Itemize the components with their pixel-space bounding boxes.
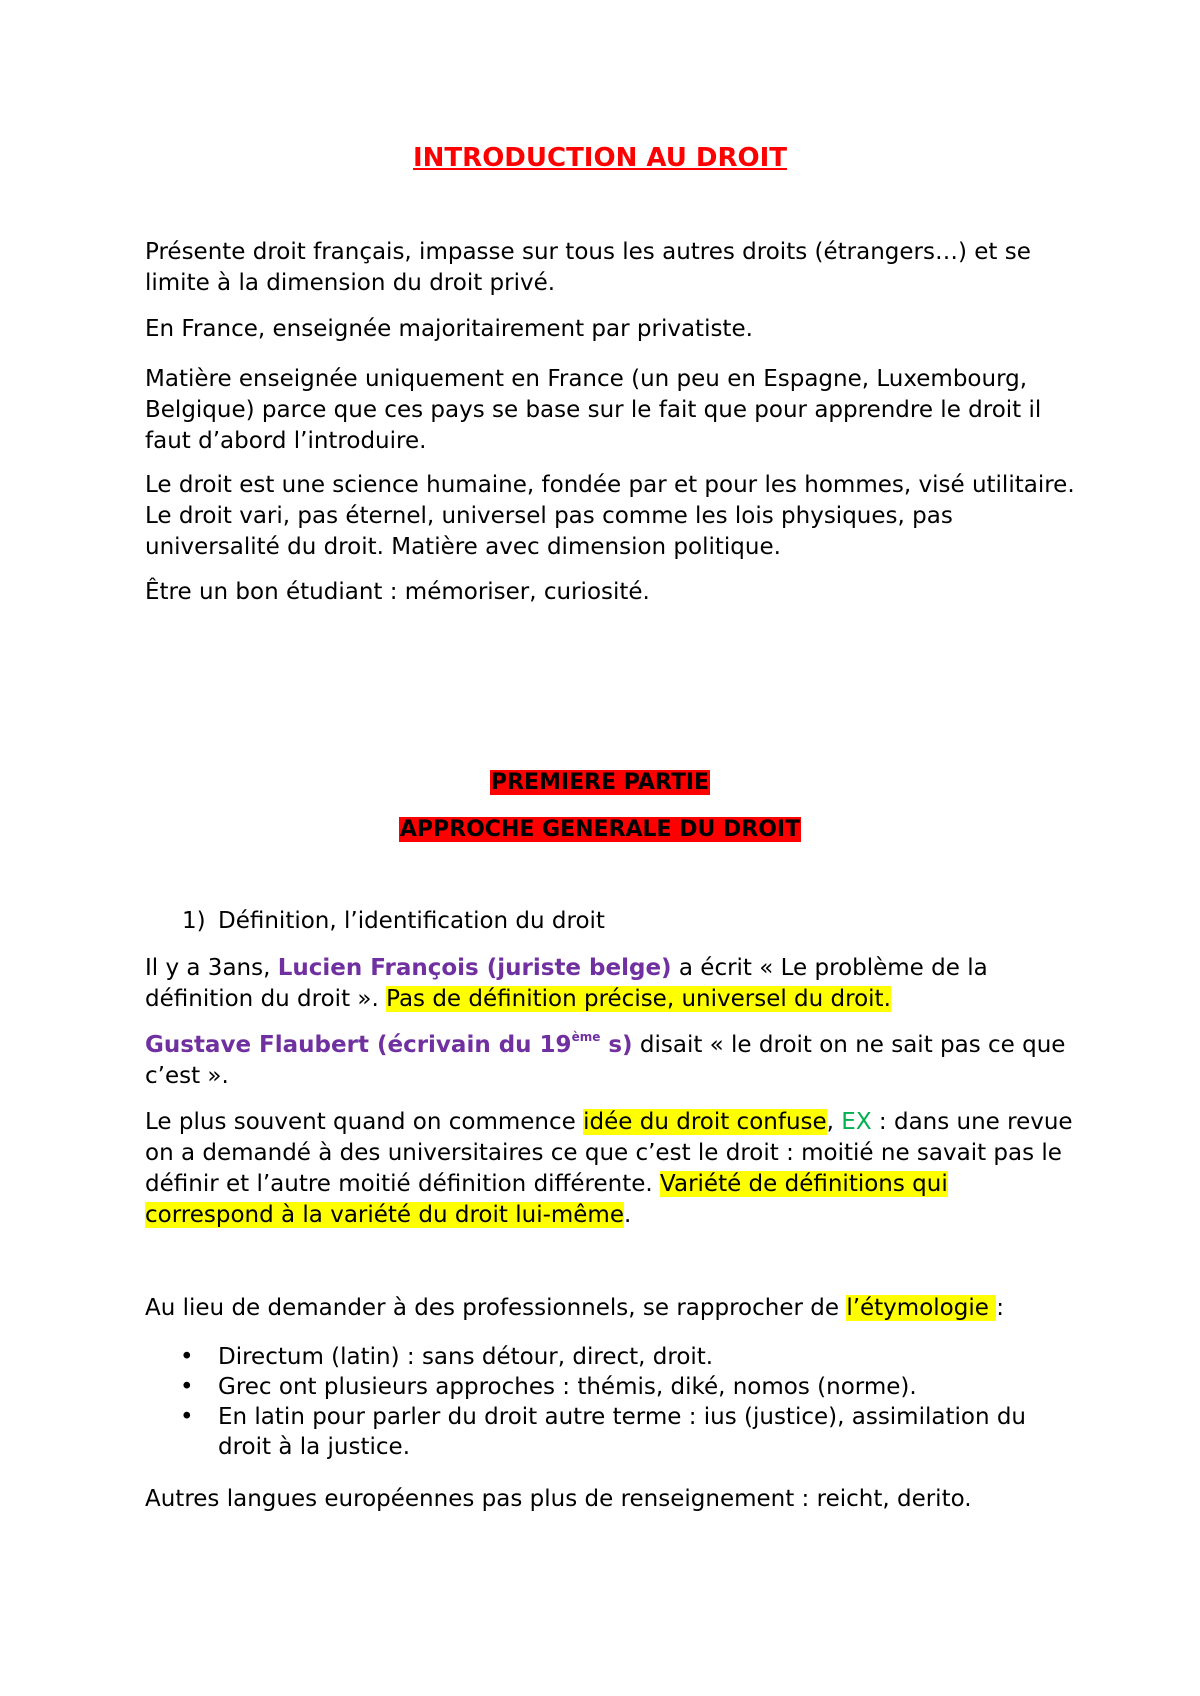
list-item — [172, 1372, 1072, 1402]
section-number: 1) — [182, 908, 206, 934]
text-run: : — [996, 1295, 1004, 1321]
text-run: Il y a 3ans, — [145, 955, 278, 981]
bullet-icon: • — [180, 1344, 194, 1370]
text-run: a écrit « Le problème de la définition du droit ». — [145, 955, 988, 1012]
highlighted-text: Variété de définitions qui correspond à la variété du droit lui-même — [145, 1171, 948, 1228]
text-run: . — [624, 1202, 632, 1228]
document-title: INTRODUCTION AU DROIT — [413, 143, 787, 173]
intro-paragraph-5: Être un bon étudiant : mémoriser, curiosité. — [145, 579, 650, 605]
text-run: Le plus souvent quand on commence — [145, 1109, 584, 1135]
list-item — [172, 1342, 1072, 1372]
paragraph-lucien — [145, 953, 1075, 1015]
section-heading — [182, 906, 605, 937]
list-item-text: Grec ont plusieurs approches : thémis, diké, nomos (norme). — [218, 1374, 917, 1400]
list-item — [172, 1402, 1072, 1462]
author-name-end: s) — [600, 1032, 633, 1058]
author-name — [145, 1032, 633, 1058]
intro-paragraph-4: Le droit est une science humaine, fondée par et pour les hommes, visé utilitaire. Le droit vari, pas éternel, universel pas comme les lois physiques, pas universalité du droit. Matière avec dimension politique. — [145, 472, 1075, 560]
highlighted-text: Pas de définition précise, universel du droit. — [386, 986, 891, 1012]
bullet-icon: • — [180, 1404, 194, 1430]
author-name-text: Gustave Flaubert (écrivain du 19 — [145, 1032, 572, 1058]
section-heading-text: Définition, l’identification du droit — [218, 908, 605, 934]
part-label-text: PREMIERE PARTIE — [490, 770, 710, 795]
part-subtitle — [0, 813, 1200, 846]
text-run: , — [826, 1109, 842, 1135]
text-run: disait « le droit on ne sait pas ce que c’est ». — [145, 1032, 1066, 1089]
paragraph-etymologie — [145, 1293, 1075, 1324]
example-label: EX — [841, 1109, 872, 1135]
highlighted-text: l’étymologie — [846, 1295, 997, 1321]
intro-paragraph-2: En France, enseignée majoritairement par privatiste. — [145, 316, 753, 342]
paragraph-definitions — [145, 1107, 1075, 1231]
list-item-text: En latin pour parler du droit autre terme : ius (justice), assimilation du droit à la justice. — [218, 1404, 1027, 1460]
etymology-list — [172, 1342, 1072, 1462]
text-run: Au lieu de demander à des professionnels, se rapprocher de — [145, 1295, 847, 1321]
superscript: ème — [571, 1030, 601, 1044]
intro-paragraph-3: Matière enseignée uniquement en France (un peu en Espagne, Luxembourg, Belgique) parce que ces pays se base sur le fait que pour apprendre le droit il faut d’abord l’introduire. — [145, 366, 1042, 454]
author-name: Lucien François (juriste belge) — [277, 955, 672, 981]
bullet-icon: • — [180, 1374, 194, 1400]
part-subtitle-text: APPROCHE GENERALE DU DROIT — [399, 817, 801, 842]
list-item-text: Directum (latin) : sans détour, direct, droit. — [218, 1344, 714, 1370]
intro-paragraph-1: Présente droit français, impasse sur tous les autres droits (étrangers…) et se limite à la dimension du droit privé. — [145, 239, 1031, 296]
paragraph-flaubert — [145, 1030, 1075, 1092]
part-label — [0, 766, 1200, 799]
text-run: : dans une revue on a demandé à des universitaires ce que c’est le droit : moitié ne savait pas le définir et l’autre moitié définition différente. — [145, 1109, 1073, 1197]
paragraph-autres-langues: Autres langues européennes pas plus de renseignement : reicht, derito. — [145, 1486, 972, 1512]
highlighted-text: idée du droit confuse — [583, 1109, 827, 1135]
